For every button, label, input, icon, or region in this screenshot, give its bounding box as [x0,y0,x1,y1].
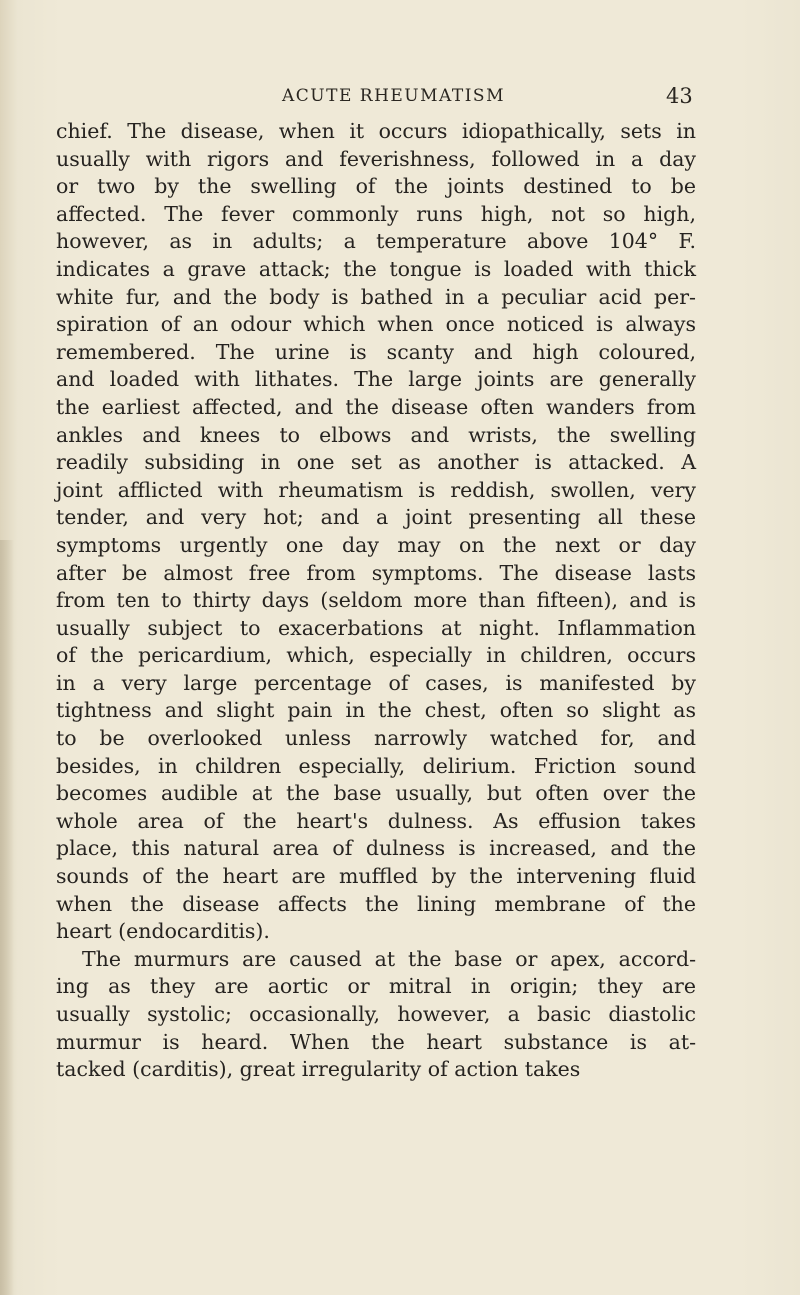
paragraph [56,946,696,1084]
text-line: ankles and knees to elbows and wrists, the swelling [56,422,696,447]
text-line: ing as they are aortic or mitral in origin; they are [56,974,696,999]
text-line: sounds of the heart are muffled by the intervening fluid [56,864,696,889]
text-line: when the disease affects the lining membrane of the [56,891,696,916]
text-line: however, as in adults; a temperature above 104° F. [56,229,696,254]
text-line: murmur is heard. When the heart substance is at- [56,1029,696,1054]
text-line: joint afflicted with rheumatism is reddish, swollen, very [56,477,696,502]
text-line: usually subject to exacerbations at night. Inflammation [56,615,696,640]
text-line: affected. The fever commonly runs high, not so high, [56,201,696,226]
text-line: the earliest affected, and the disease often wanders from [56,394,696,419]
running-header [0,84,800,108]
text-line: indicates a grave attack; the tongue is loaded with thick [56,256,696,281]
text-line: The murmurs are caused at the base or apex, accord- [82,946,696,971]
text-line: chief. The disease, when it occurs idiopathically, sets in [56,119,696,143]
text-line: or two by the swelling of the joints destined to be [56,174,696,199]
running-title: ACUTE RHEUMATISM [282,86,505,106]
text-line: symptoms urgently one day may on the next or day [56,532,696,557]
text-line: readily subsiding in one set as another is attacked. A [56,450,696,475]
text-line: besides, in children especially, delirium. Friction sound [56,753,696,778]
text-line: to be overlooked unless narrowly watched for, and [56,726,696,751]
text-line: in a very large percentage of cases, is manifested by [56,670,696,695]
text-line: tightness and slight pain in the chest, often so slight as [56,698,696,723]
text-line: from ten to thirty days (seldom more than fifteen), and is [56,588,696,613]
text-line: place, this natural area of dulness is increased, and the [56,836,696,861]
text-line: white fur, and the body is bathed in a peculiar acid per- [56,284,696,309]
body-text [56,118,696,1084]
text-line: of the pericardium, which, especially in children, occurs [56,643,696,668]
text-line: spiration of an odour which when once noticed is always [56,312,696,337]
text-line: usually systolic; occasionally, however, a basic diastolic [56,1002,696,1026]
page-spine-shadow [0,540,14,1295]
text-line: becomes audible at the base usually, but often over the [56,781,696,806]
text-line: tacked (carditis), great irregularity of action takes [56,1057,581,1082]
text-line: usually with rigors and feverishness, followed in a day [56,146,696,171]
page-number: 43 [666,84,693,108]
text-line: heart (endocarditis). [56,919,270,944]
paragraph [56,118,696,946]
text-line: after be almost free from symptoms. The disease lasts [56,560,696,585]
text-line: tender, and very hot; and a joint presenting all these [56,505,696,530]
text-line: remembered. The urine is scanty and high coloured, [56,339,696,364]
text-line: whole area of the heart's dulness. As effusion takes [56,808,696,833]
text-line: and loaded with lithates. The large joints are generally [56,367,696,392]
